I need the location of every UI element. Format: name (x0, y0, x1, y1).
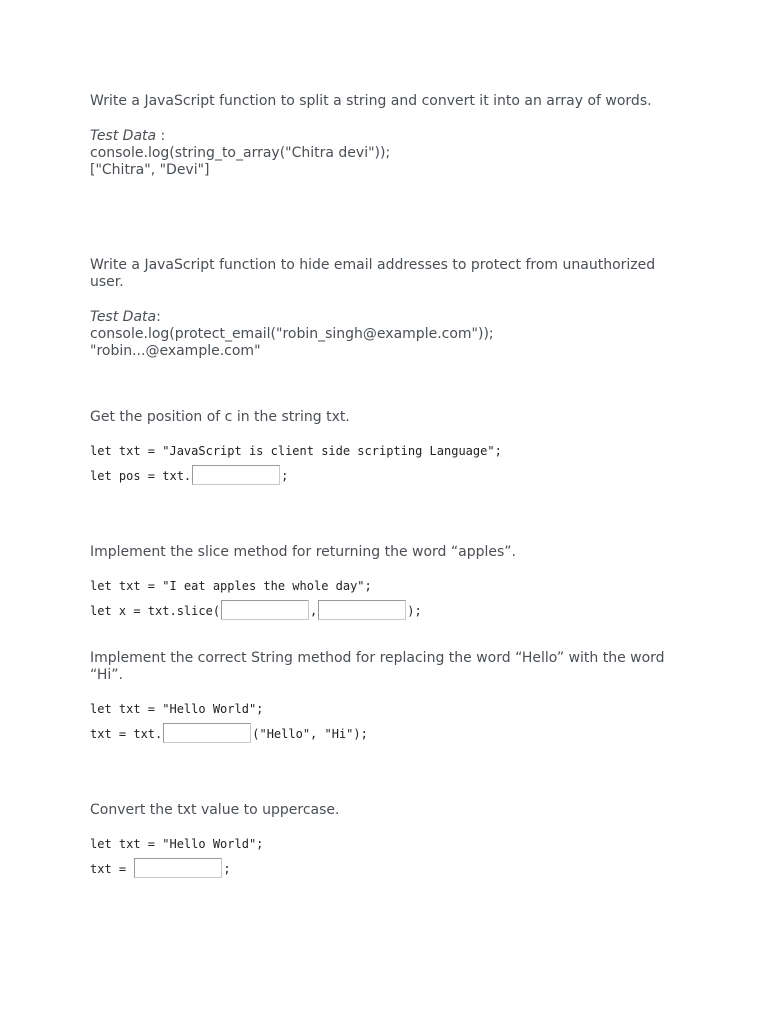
question-4-code-line-2: let x = txt.slice( , ); (90, 600, 422, 620)
question-2 (90, 257, 690, 291)
answer-input-q5[interactable] (163, 723, 251, 743)
answer-input-q6[interactable] (134, 858, 222, 878)
question-1-prompt: Write a JavaScript function to split a string and convert it into an array of words. (90, 93, 652, 109)
question-5-prompt: Implement the correct String method for replacing the word “Hello” with the word “Hi”. (90, 650, 665, 683)
test-data-label: Test Data (90, 128, 157, 144)
question-3-code-line-1: let txt = "JavaScript is client side scripting Language"; (90, 444, 502, 458)
answer-input-q4-start[interactable] (221, 600, 309, 620)
question-5 (90, 650, 690, 684)
question-3-code-line-2: let pos = txt. ; (90, 465, 288, 485)
question-6-prompt: Convert the txt value to uppercase. (90, 802, 340, 818)
question-6-code-line-2: txt = ; (90, 858, 231, 878)
question-4 (90, 544, 690, 561)
test-data-output: "robin...@example.com" (90, 343, 261, 359)
answer-input-q4-end[interactable] (318, 600, 406, 620)
test-data-separator: : (156, 309, 161, 325)
test-data-separator: : (156, 128, 166, 144)
test-data-label: Test Data (90, 309, 157, 325)
question-4-code-line-1: let txt = "I eat apples the whole day"; (90, 579, 372, 593)
question-2-test-data (90, 309, 690, 360)
question-3-prompt: Get the position of c in the string txt. (90, 409, 350, 425)
question-2-prompt: Write a JavaScript function to hide email addresses to protect from unauthorized user. (90, 257, 656, 290)
question-1-test-data (90, 128, 690, 179)
test-data-input: console.log(string_to_array("Chitra devi")); (90, 145, 391, 161)
question-6-code-line-1: let txt = "Hello World"; (90, 837, 264, 851)
test-data-input: console.log(protect_email("robin_singh@example.com")); (90, 326, 494, 342)
question-5-code-line-2: txt = txt. ("Hello", "Hi"); (90, 723, 368, 743)
question-5-code-line-1: let txt = "Hello World"; (90, 702, 264, 716)
question-3 (90, 409, 690, 426)
question-6 (90, 802, 690, 819)
question-4-prompt: Implement the slice method for returning the word “apples”. (90, 544, 516, 560)
question-1 (90, 93, 690, 110)
answer-input-q3[interactable] (192, 465, 280, 485)
test-data-output: ["Chitra", "Devi"] (90, 162, 210, 178)
